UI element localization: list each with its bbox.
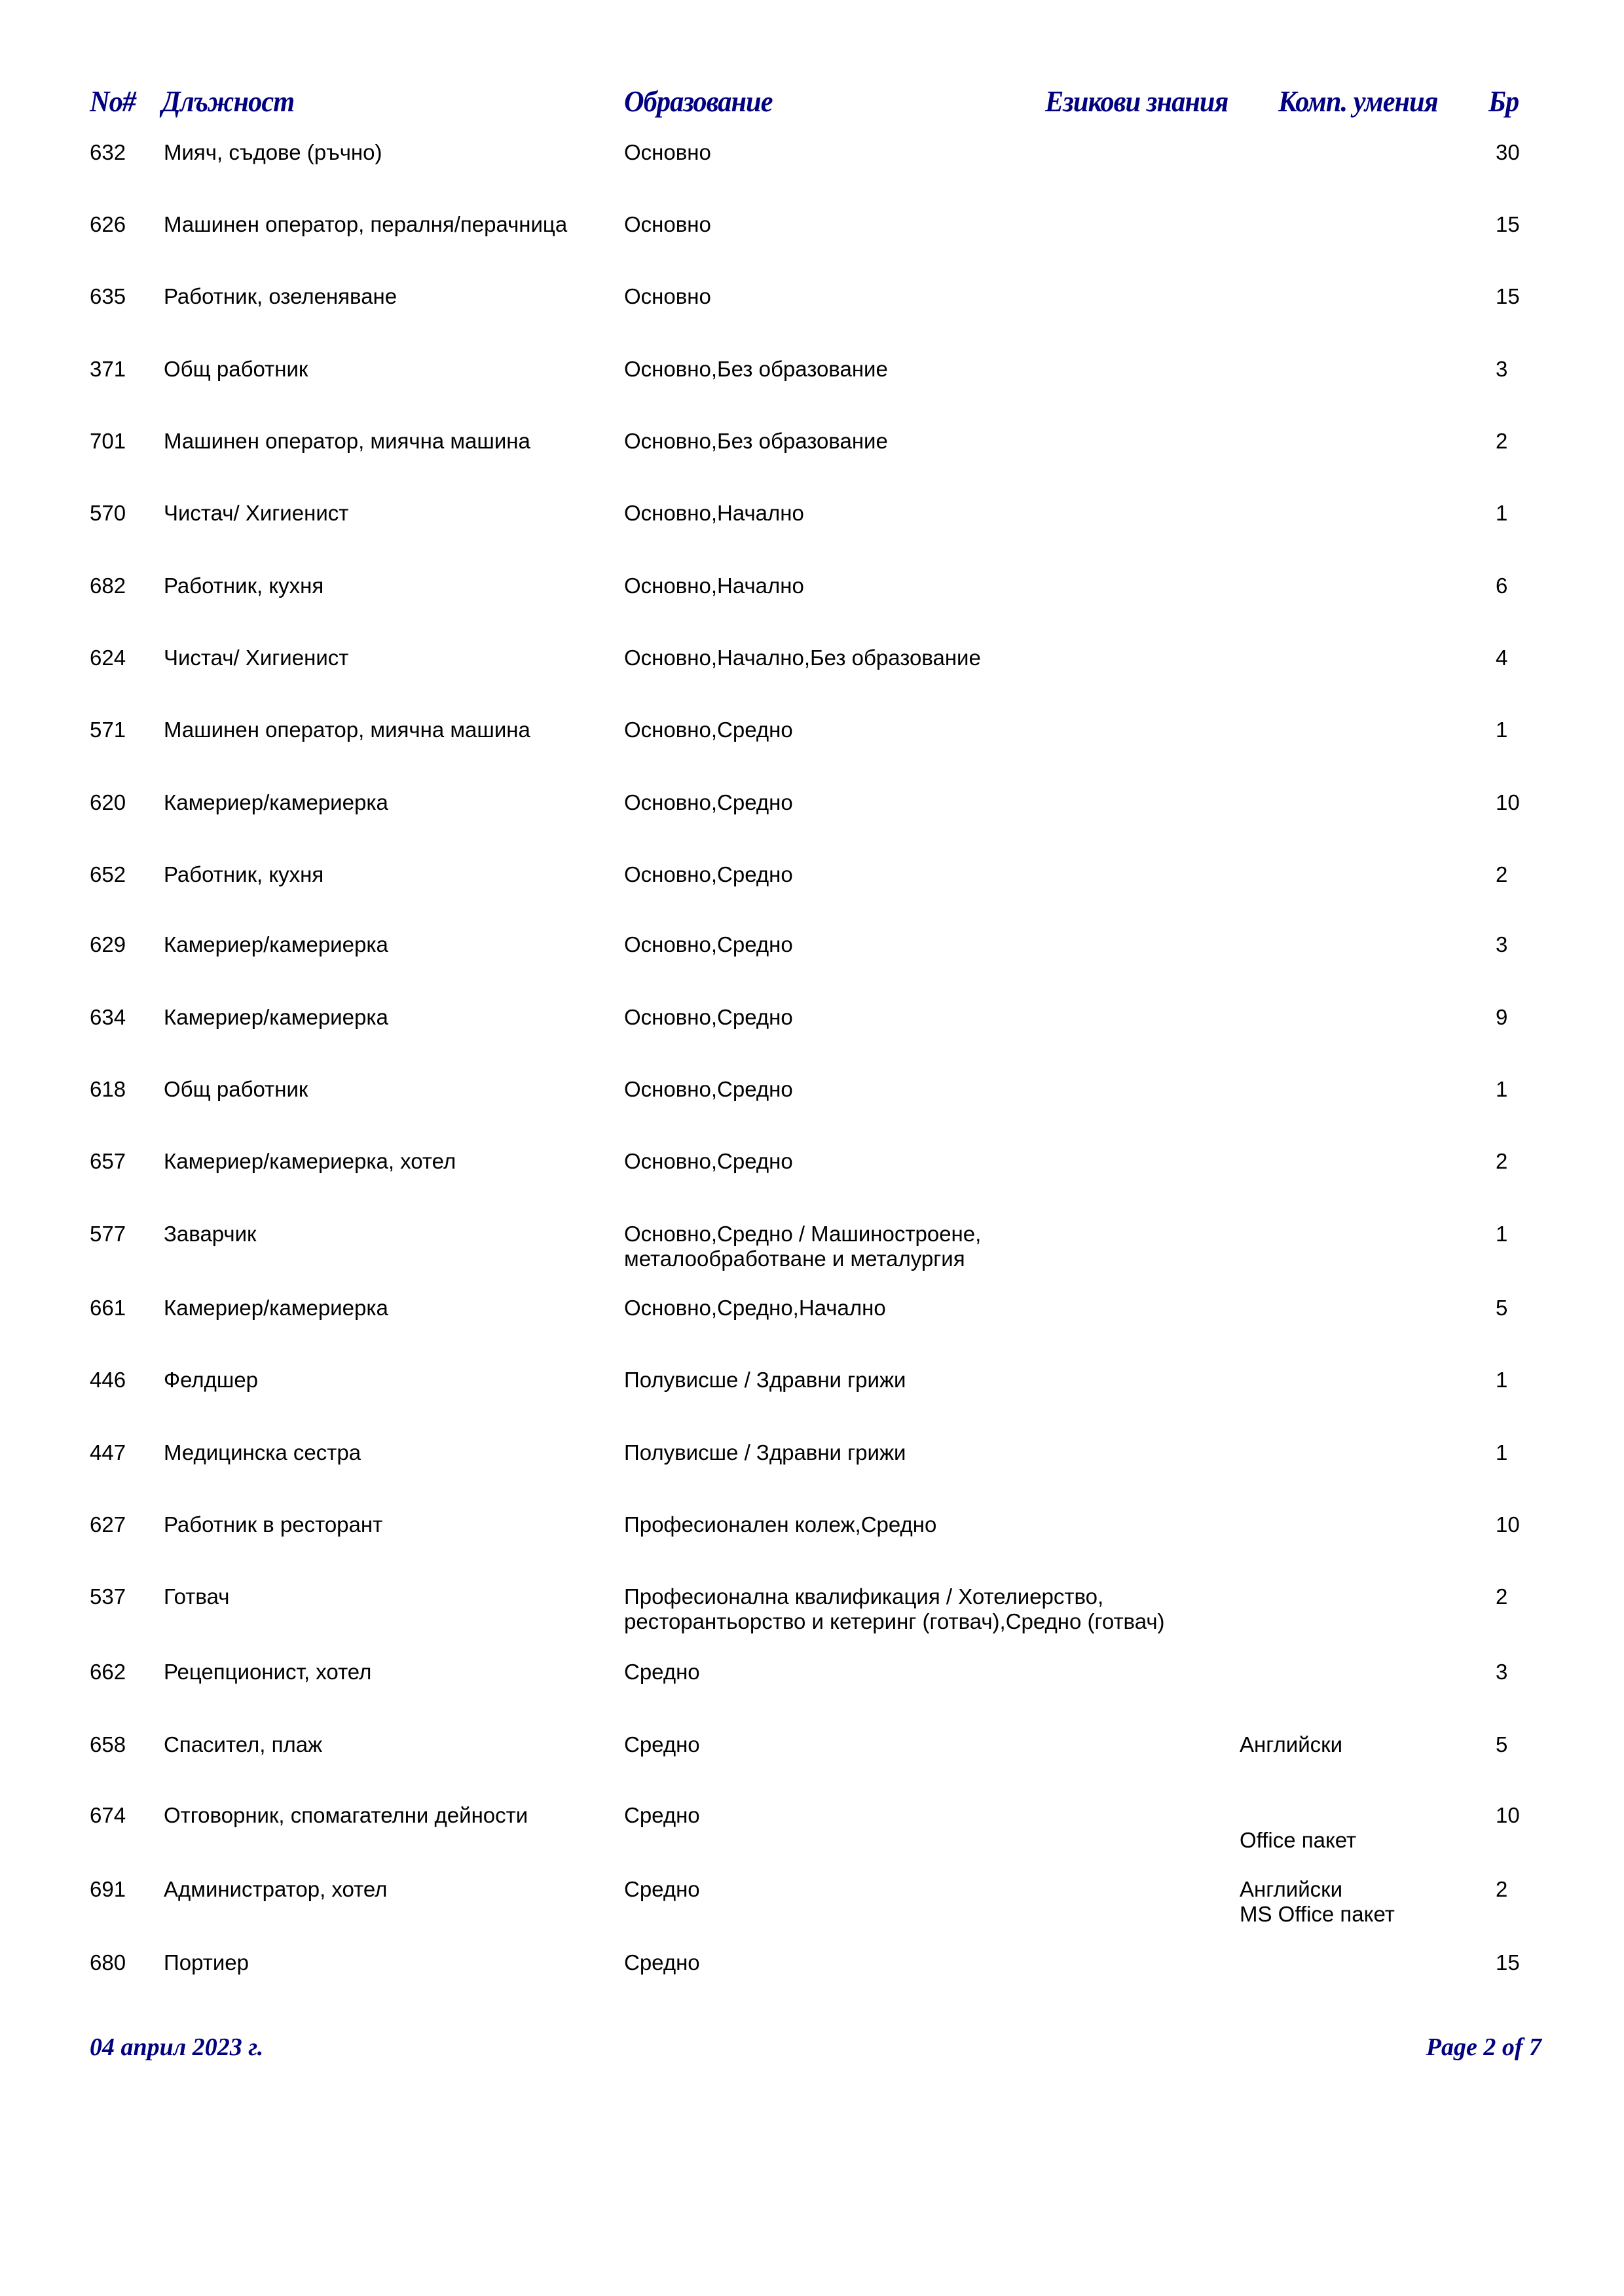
job-title: Заварчик [164,1222,257,1246]
row-number: 618 [90,1077,126,1101]
table-row [0,501,1624,566]
job-title: Машинен оператор, пералня/перачница [164,212,568,236]
header-languages: Езикови знания [1045,84,1228,118]
education: Полувисше / Здравни грижи [624,1440,906,1465]
table-row [0,1296,1624,1361]
row-number: 658 [90,1732,126,1757]
count: 3 [1496,1660,1508,1684]
education: Основно,Без образование [624,429,888,453]
table-row [0,1222,1624,1287]
table-row [0,718,1624,783]
count: 15 [1496,284,1520,308]
education: Средно [624,1803,700,1827]
count: 1 [1496,1440,1508,1465]
job-title: Чистач/ Хигиенист [164,646,349,670]
table-row [0,212,1624,278]
job-title: Администратор, хотел [164,1877,388,1901]
job-title: Мияч, съдове (ръчно) [164,140,382,164]
row-number: 701 [90,429,126,453]
header-no: No# [90,84,136,118]
job-title: Отговорник, спомагателни дейности [164,1803,528,1827]
education: Основно,Без образование [624,357,888,381]
education: Полувисше / Здравни грижи [624,1368,906,1392]
table-row [0,1584,1624,1650]
row-number: 682 [90,574,126,598]
education: Средно [624,1660,700,1684]
table-row [0,790,1624,856]
count: 2 [1496,1149,1508,1173]
count: 1 [1496,501,1508,525]
table-row [0,1368,1624,1433]
job-title: Общ работник [164,357,308,381]
count: 5 [1496,1732,1508,1757]
education: Основно,Средно [624,1077,793,1101]
count: 1 [1496,718,1508,742]
row-number: 447 [90,1440,126,1465]
count: 15 [1496,1950,1520,1975]
row-number: 634 [90,1005,126,1029]
count: 2 [1496,1877,1508,1901]
education: Основно,Средно [624,1005,793,1029]
count: 2 [1496,429,1508,453]
job-title: Камериер/камериерка [164,1005,388,1029]
table-row [0,140,1624,206]
education: Основно,Средно [624,790,793,814]
count: 6 [1496,574,1508,598]
row-number: 371 [90,357,126,381]
education: Основно,Средно / Машиностроене, [624,1222,982,1246]
table-row [0,646,1624,711]
job-title: Работник, кухня [164,862,324,886]
table-row [0,1950,1624,2016]
language-skill: Английски [1240,1732,1343,1757]
row-number: 620 [90,790,126,814]
table-row [0,862,1624,928]
education: Основно,Начално [624,501,804,525]
table-row [0,1077,1624,1142]
job-title: Работник в ресторант [164,1512,383,1537]
table-row [0,1732,1624,1798]
row-number: 626 [90,212,126,236]
table-row [0,932,1624,998]
table-row [0,574,1624,639]
row-number: 632 [90,140,126,164]
header-count: Бр [1488,84,1519,118]
count: 10 [1496,1512,1520,1537]
education: Основно,Средно [624,932,793,957]
count: 3 [1496,357,1508,381]
education: ресторантьорство и кетеринг (готвач),Средно (готвач) [624,1609,1165,1633]
count: 2 [1496,862,1508,886]
table-row [0,429,1624,494]
footer-date: 04 април 2023 г. [90,2033,264,2061]
education: Основно [624,284,711,308]
table-row [0,1512,1624,1578]
header-computer-skills: Комп. умения [1278,84,1438,118]
education: Професионален колеж,Средно [624,1512,937,1537]
count: 4 [1496,646,1508,670]
education: Основно [624,212,711,236]
education: Основно,Средно,Начално [624,1296,886,1320]
education: Средно [624,1877,700,1901]
education: Основно,Средно [624,718,793,742]
job-title: Работник, кухня [164,574,324,598]
education: Основно,Средно [624,862,793,886]
education: Основно,Начално [624,574,804,598]
education: Основно [624,140,711,164]
job-title: Готвач [164,1584,230,1609]
row-number: 662 [90,1660,126,1684]
row-number: 537 [90,1584,126,1609]
count: 1 [1496,1222,1508,1246]
table-row [0,1660,1624,1725]
row-number: 627 [90,1512,126,1537]
row-number: 680 [90,1950,126,1975]
count: 30 [1496,140,1520,164]
row-number: 577 [90,1222,126,1246]
row-number: 674 [90,1803,126,1827]
job-title: Общ работник [164,1077,308,1101]
table-row [0,1803,1624,1868]
table-row [0,357,1624,422]
table-row [0,1005,1624,1070]
row-number: 661 [90,1296,126,1320]
row-number: 446 [90,1368,126,1392]
header-education: Образование [624,84,773,118]
count: 10 [1496,1803,1520,1827]
row-number: 652 [90,862,126,886]
education: Основно,Начално,Без образование [624,646,981,670]
education: Средно [624,1732,700,1757]
computer-skill: MS Office пакет [1240,1902,1395,1926]
row-number: 570 [90,501,126,525]
job-title: Работник, озеленяване [164,284,397,308]
count: 15 [1496,212,1520,236]
job-title: Камериер/камериерка [164,932,388,957]
count: 1 [1496,1368,1508,1392]
job-title: Спасител, плаж [164,1732,323,1757]
job-title: Чистач/ Хигиенист [164,501,349,525]
count: 1 [1496,1077,1508,1101]
job-title: Фелдшер [164,1368,259,1392]
computer-skill: Office пакет [1240,1828,1357,1852]
job-title: Камериер/камериерка [164,790,388,814]
row-number: 624 [90,646,126,670]
job-title: Рецепционист, хотел [164,1660,372,1684]
job-title: Камериер/камериерка [164,1296,388,1320]
count: 2 [1496,1584,1508,1609]
job-title: Камериер/камериерка, хотел [164,1149,456,1173]
count: 5 [1496,1296,1508,1320]
job-title: Машинен оператор, миячна машина [164,429,530,453]
count: 3 [1496,932,1508,957]
job-title: Машинен оператор, миячна машина [164,718,530,742]
count: 10 [1496,790,1520,814]
row-number: 629 [90,932,126,957]
education: металообработване и металургия [624,1247,965,1271]
count: 9 [1496,1005,1508,1029]
table-row [0,1440,1624,1506]
job-title: Портиер [164,1950,249,1975]
header-title: Длъжност [162,84,295,118]
row-number: 657 [90,1149,126,1173]
language-skill: Английски [1240,1877,1343,1901]
table-row [0,1149,1624,1214]
education: Средно [624,1950,700,1975]
row-number: 571 [90,718,126,742]
row-number: 691 [90,1877,126,1901]
job-title: Медицинска сестра [164,1440,361,1465]
footer-page-number: Page 2 of 7 [1426,2033,1541,2061]
education: Професионална квалификация / Хотелиерство, [624,1584,1104,1609]
row-number: 635 [90,284,126,308]
table-row [0,284,1624,350]
education: Основно,Средно [624,1149,793,1173]
table-row [0,1877,1624,1942]
